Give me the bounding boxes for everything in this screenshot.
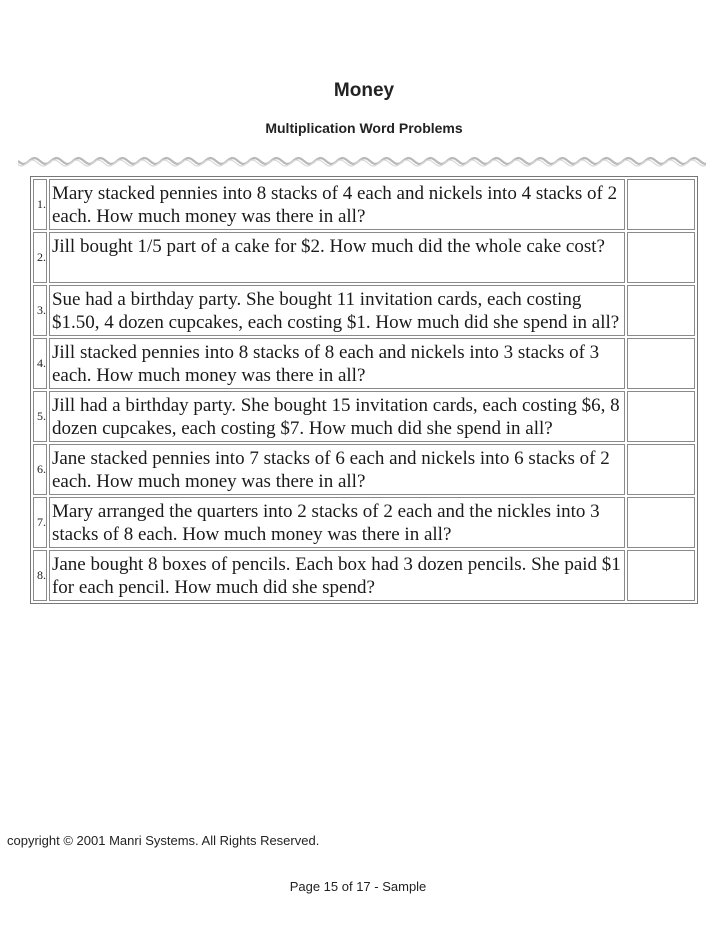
answer-box[interactable] [627, 391, 695, 442]
answer-box[interactable] [627, 285, 695, 336]
problem-row-3 [33, 285, 695, 336]
problem-text: Jill had a birthday party. She bought 15 invitation cards, each costing $6, 8 dozen cupcakes, each costing $7. How much did she spend in all? [49, 391, 625, 442]
problem-row-1 [33, 179, 695, 230]
copyright-notice: copyright © 2001 Manri Systems. All Rights Reserved. [7, 833, 320, 848]
problem-text: Jane bought 8 boxes of pencils. Each box had 3 dozen pencils. She paid $1 for each pencil. How much did she spend? [49, 550, 625, 601]
answer-box[interactable] [627, 232, 695, 283]
page-indicator [0, 879, 728, 894]
answer-box[interactable] [627, 497, 695, 548]
problem-row-7 [33, 497, 695, 548]
problem-text: Jane stacked pennies into 7 stacks of 6 each and nickels into 6 stacks of 2 each. How much money was there in all? [49, 444, 625, 495]
answer-box[interactable] [627, 444, 695, 495]
problem-row-6 [33, 444, 695, 495]
problem-number: 7. [33, 497, 47, 548]
problem-number: 1. [33, 179, 47, 230]
problem-number: 4. [33, 338, 47, 389]
problem-text: Sue had a birthday party. She bought 11 invitation cards, each costing $1.50, 4 dozen cupcakes, each costing $1. How much did she spend in all? [49, 285, 625, 336]
answer-box[interactable] [627, 338, 695, 389]
wavy-divider [18, 153, 706, 169]
page-indicator-text: Page 15 of 17 - Sample [289, 879, 427, 894]
problem-number: 8. [33, 550, 47, 601]
problem-text: Jill bought 1/5 part of a cake for $2. How much did the whole cake cost? [49, 232, 625, 283]
problem-number: 5. [33, 391, 47, 442]
page-subtitle: Multiplication Word Problems [265, 120, 463, 136]
problem-text: Mary arranged the quarters into 2 stacks of 2 each and the nickles into 3 stacks of 8 each. How much money was there in all? [49, 497, 625, 548]
problem-number: 3. [33, 285, 47, 336]
problem-text: Jill stacked pennies into 8 stacks of 8 each and nickels into 3 stacks of 3 each. How much money was there in all? [49, 338, 625, 389]
answer-box[interactable] [627, 550, 695, 601]
problems-table [30, 176, 698, 604]
problem-text: Mary stacked pennies into 8 stacks of 4 each and nickels into 4 stacks of 2 each. How much money was there in all? [49, 179, 625, 230]
problem-number: 2. [33, 232, 47, 283]
problem-row-4 [33, 338, 695, 389]
page-title [0, 80, 728, 102]
answer-box[interactable] [627, 179, 695, 230]
problem-row-2 [33, 232, 695, 283]
page-title-text: Money [333, 80, 395, 101]
problem-row-8 [33, 550, 695, 601]
problem-row-5 [33, 391, 695, 442]
problem-number: 6. [33, 444, 47, 495]
